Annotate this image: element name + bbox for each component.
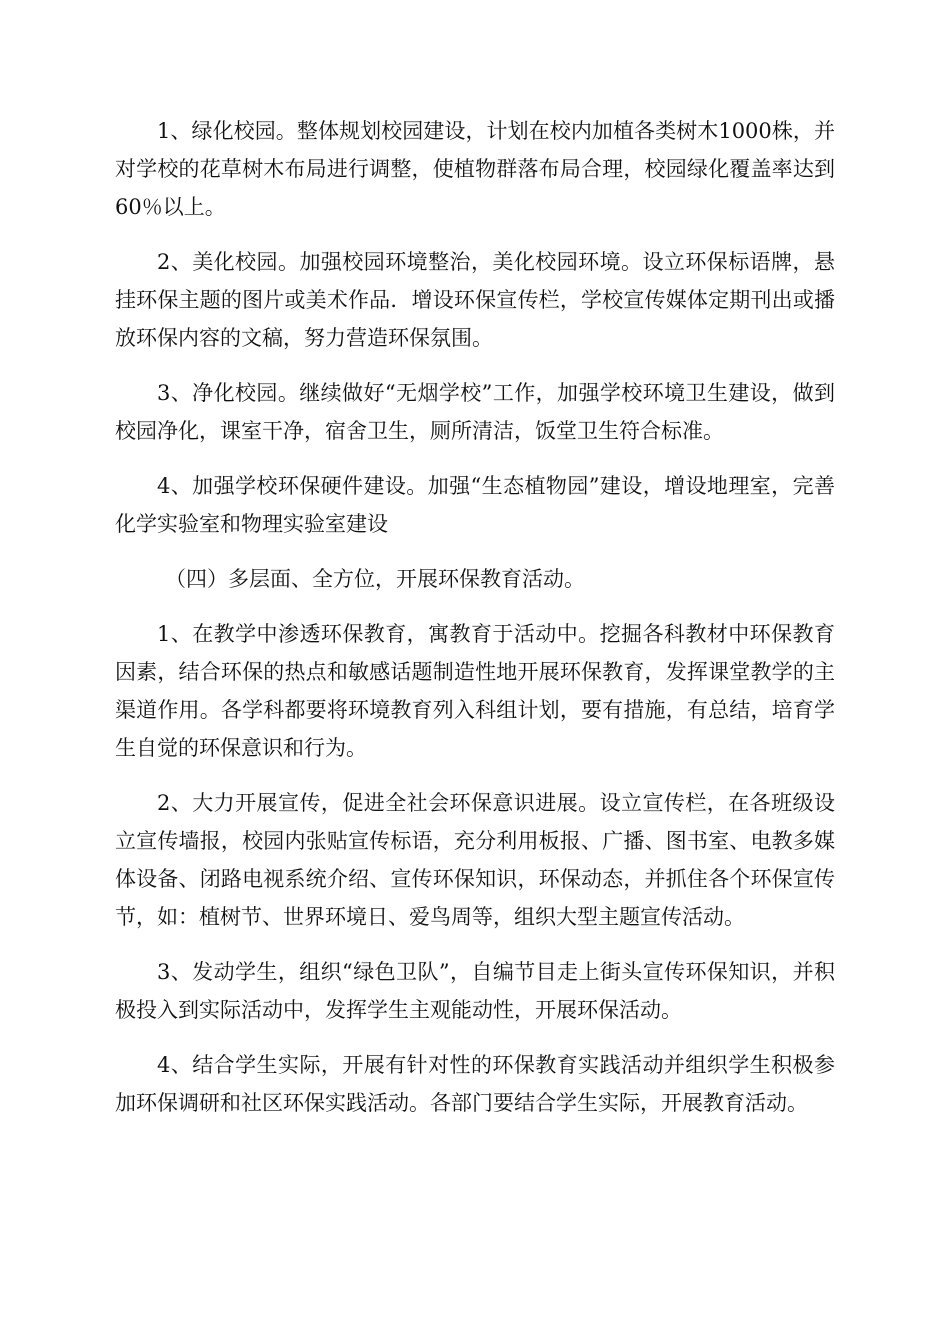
section-heading-four: （四）多层面、全方位，开展环保教育活动。 xyxy=(165,567,585,591)
paragraph-purifying: 3、净化校园。继续做好“无烟学校”工作，加强学校环境卫生建设，做到校园净化，课室干净，宿舍卫生，厕所清洁，饭堂卫生符合标准。 xyxy=(115,381,835,443)
paragraph-students: 3、发动学生，组织“绿色卫队”，自编节目走上街头宣传环保知识，并积极投入到实际活动中，发挥学生主观能动性，开展环保活动。 xyxy=(115,960,835,1022)
paragraph-publicity: 2、大力开展宣传，促进全社会环保意识进展。设立宣传栏，在各班级设立宣传墙报，校园内张贴宣传标语，充分利用板报、广播、图书室、电教多媒体设备、闭路电视系统介绍、宣传环保知识，环保动态，并抓住各个环保宣传节，如：植树节、世界环境日、爱鸟周等，组织大型主题宣传活动。 xyxy=(115,791,835,929)
paragraph-practice: 4、结合学生实际，开展有针对性的环保教育实践活动并组织学生积极参加环保调研和社区环保实践活动。各部门要结合学生实际，开展教育活动。 xyxy=(115,1053,835,1115)
paragraph-teaching: 1、在教学中渗透环保教育，寓教育于活动中。挖掘各科教材中环保教育因素，结合环保的热点和敏感话题制造性地开展环保教育，发挥课堂教学的主渠道作用。各学科都要将环境教育列入科组计划，要有措施，有总结，培育学生自觉的环保意识和行为。 xyxy=(115,622,835,760)
paragraph-hardware: 4、加强学校环保硬件建设。加强“生态植物园”建设，增设地理室，完善化学实验室和物理实验室建设 xyxy=(115,474,835,536)
paragraph-beautifying: 2、美化校园。加强校园环境整治，美化校园环境。设立环保标语牌，悬挂环保主题的图片或美术作品．增设环保宣传栏，学校宣传媒体定期刊出或播放环保内容的文稿，努力营造环保氛围。 xyxy=(115,250,835,350)
paragraph-greening: 1、绿化校园。整体规划校园建设，计划在校内加植各类树木1000株，并对学校的花草树木布局进行调整，使植物群落布局合理，校园绿化覆盖率达到60％以上。 xyxy=(115,119,835,219)
document-body xyxy=(115,112,835,1139)
